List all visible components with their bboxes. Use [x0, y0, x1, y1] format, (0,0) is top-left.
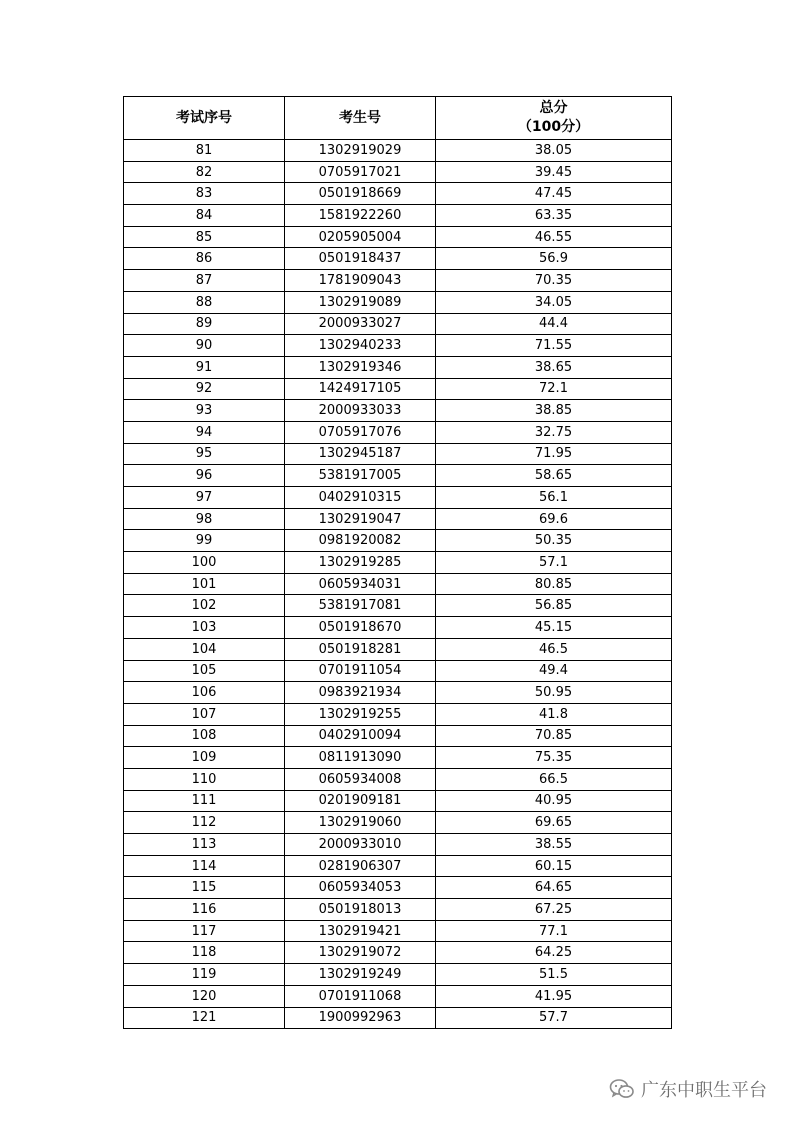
exam-seq-cell: 118	[124, 942, 285, 964]
table-row	[124, 183, 672, 205]
table-row	[124, 335, 672, 357]
table-row	[124, 877, 672, 899]
header-total-max: （100分）	[517, 119, 590, 135]
total-score-cell: 71.95	[436, 443, 672, 465]
candidate-id-cell: 1302919089	[285, 291, 436, 313]
score-table-body	[124, 140, 672, 1029]
header-exam-seq: 考试序号	[124, 97, 285, 140]
candidate-id-cell: 2000933027	[285, 313, 436, 335]
watermark-text: 广东中职生平台	[641, 1080, 767, 1101]
exam-seq-cell: 83	[124, 183, 285, 205]
total-score-cell: 70.85	[436, 725, 672, 747]
candidate-id-cell: 0501918669	[285, 183, 436, 205]
candidate-id-cell: 0705917021	[285, 161, 436, 183]
exam-seq-cell: 114	[124, 855, 285, 877]
table-row	[124, 487, 672, 509]
table-row	[124, 834, 672, 856]
exam-seq-cell: 96	[124, 465, 285, 487]
candidate-id-cell: 1302919029	[285, 140, 436, 162]
exam-seq-cell: 98	[124, 508, 285, 530]
exam-seq-cell: 93	[124, 400, 285, 422]
total-score-cell: 64.65	[436, 877, 672, 899]
total-score-cell: 44.4	[436, 313, 672, 335]
table-row	[124, 161, 672, 183]
table-row	[124, 291, 672, 313]
candidate-id-cell: 0501918281	[285, 638, 436, 660]
table-row	[124, 682, 672, 704]
score-table	[123, 96, 672, 1029]
table-row	[124, 400, 672, 422]
exam-seq-cell: 100	[124, 552, 285, 574]
candidate-id-cell: 0501918670	[285, 617, 436, 639]
exam-seq-cell: 82	[124, 161, 285, 183]
table-row	[124, 1007, 672, 1029]
exam-seq-cell: 110	[124, 768, 285, 790]
exam-seq-cell: 107	[124, 703, 285, 725]
candidate-id-cell: 1302919249	[285, 964, 436, 986]
candidate-id-cell: 1302919421	[285, 920, 436, 942]
total-score-cell: 47.45	[436, 183, 672, 205]
exam-seq-cell: 106	[124, 682, 285, 704]
table-row	[124, 768, 672, 790]
table-row	[124, 421, 672, 443]
exam-seq-cell: 94	[124, 421, 285, 443]
exam-seq-cell: 119	[124, 964, 285, 986]
total-score-cell: 75.35	[436, 747, 672, 769]
header-total-score	[436, 97, 672, 140]
table-row	[124, 378, 672, 400]
candidate-id-cell: 1302919047	[285, 508, 436, 530]
total-score-cell: 66.5	[436, 768, 672, 790]
total-score-cell: 67.25	[436, 899, 672, 921]
exam-seq-cell: 90	[124, 335, 285, 357]
total-score-cell: 72.1	[436, 378, 672, 400]
total-score-cell: 77.1	[436, 920, 672, 942]
total-score-cell: 50.95	[436, 682, 672, 704]
exam-seq-cell: 81	[124, 140, 285, 162]
total-score-cell: 41.95	[436, 985, 672, 1007]
total-score-cell: 39.45	[436, 161, 672, 183]
watermark	[609, 1076, 767, 1102]
table-row	[124, 790, 672, 812]
candidate-id-cell: 0281906307	[285, 855, 436, 877]
candidate-id-cell: 1302919255	[285, 703, 436, 725]
table-row	[124, 595, 672, 617]
total-score-cell: 50.35	[436, 530, 672, 552]
table-row	[124, 248, 672, 270]
candidate-id-cell: 0981920082	[285, 530, 436, 552]
total-score-cell: 38.05	[436, 140, 672, 162]
table-row	[124, 855, 672, 877]
total-score-cell: 38.85	[436, 400, 672, 422]
candidate-id-cell: 1302919072	[285, 942, 436, 964]
table-row	[124, 530, 672, 552]
total-score-cell: 56.1	[436, 487, 672, 509]
total-score-cell: 41.8	[436, 703, 672, 725]
exam-seq-cell: 97	[124, 487, 285, 509]
exam-seq-cell: 102	[124, 595, 285, 617]
candidate-id-cell: 0501918437	[285, 248, 436, 270]
total-score-cell: 58.65	[436, 465, 672, 487]
header-row	[124, 97, 672, 140]
total-score-cell: 38.65	[436, 356, 672, 378]
candidate-id-cell: 2000933010	[285, 834, 436, 856]
total-score-cell: 57.1	[436, 552, 672, 574]
exam-seq-cell: 111	[124, 790, 285, 812]
exam-seq-cell: 108	[124, 725, 285, 747]
table-row	[124, 552, 672, 574]
candidate-id-cell: 5381917081	[285, 595, 436, 617]
total-score-cell: 45.15	[436, 617, 672, 639]
table-row	[124, 985, 672, 1007]
exam-seq-cell: 115	[124, 877, 285, 899]
candidate-id-cell: 0501918013	[285, 899, 436, 921]
table-row	[124, 747, 672, 769]
exam-seq-cell: 105	[124, 660, 285, 682]
candidate-id-cell: 1302919285	[285, 552, 436, 574]
header-candidate-id: 考生号	[285, 97, 436, 140]
table-row	[124, 660, 672, 682]
exam-seq-cell: 112	[124, 812, 285, 834]
exam-seq-cell: 113	[124, 834, 285, 856]
exam-seq-cell: 109	[124, 747, 285, 769]
exam-seq-cell: 86	[124, 248, 285, 270]
total-score-cell: 40.95	[436, 790, 672, 812]
total-score-cell: 60.15	[436, 855, 672, 877]
table-row	[124, 226, 672, 248]
table-row	[124, 617, 672, 639]
candidate-id-cell: 5381917005	[285, 465, 436, 487]
table-row	[124, 573, 672, 595]
total-score-cell: 46.5	[436, 638, 672, 660]
exam-seq-cell: 121	[124, 1007, 285, 1029]
table-row	[124, 508, 672, 530]
table-row	[124, 703, 672, 725]
exam-seq-cell: 91	[124, 356, 285, 378]
table-row	[124, 899, 672, 921]
table-row	[124, 270, 672, 292]
exam-seq-cell: 101	[124, 573, 285, 595]
exam-seq-cell: 103	[124, 617, 285, 639]
exam-seq-cell: 88	[124, 291, 285, 313]
total-score-cell: 38.55	[436, 834, 672, 856]
candidate-id-cell: 1424917105	[285, 378, 436, 400]
exam-seq-cell: 95	[124, 443, 285, 465]
total-score-cell: 56.9	[436, 248, 672, 270]
table-row	[124, 725, 672, 747]
table-row	[124, 313, 672, 335]
wechat-icon	[609, 1078, 635, 1100]
total-score-cell: 69.6	[436, 508, 672, 530]
candidate-id-cell: 0705917076	[285, 421, 436, 443]
candidate-id-cell: 0701911068	[285, 985, 436, 1007]
table-row	[124, 964, 672, 986]
exam-seq-cell: 92	[124, 378, 285, 400]
exam-seq-cell: 116	[124, 899, 285, 921]
total-score-cell: 49.4	[436, 660, 672, 682]
candidate-id-cell: 0605934031	[285, 573, 436, 595]
table-row	[124, 356, 672, 378]
exam-seq-cell: 87	[124, 270, 285, 292]
candidate-id-cell: 0701911054	[285, 660, 436, 682]
candidate-id-cell: 1302945187	[285, 443, 436, 465]
table-row	[124, 465, 672, 487]
exam-seq-cell: 117	[124, 920, 285, 942]
exam-seq-cell: 120	[124, 985, 285, 1007]
table-row	[124, 140, 672, 162]
total-score-cell: 70.35	[436, 270, 672, 292]
candidate-id-cell: 0402910094	[285, 725, 436, 747]
total-score-cell: 46.55	[436, 226, 672, 248]
candidate-id-cell: 0205905004	[285, 226, 436, 248]
candidate-id-cell: 1302919060	[285, 812, 436, 834]
candidate-id-cell: 0605934053	[285, 877, 436, 899]
total-score-cell: 57.7	[436, 1007, 672, 1029]
total-score-cell: 32.75	[436, 421, 672, 443]
total-score-cell: 34.05	[436, 291, 672, 313]
candidate-id-cell: 1781909043	[285, 270, 436, 292]
exam-seq-cell: 84	[124, 205, 285, 227]
exam-seq-cell: 85	[124, 226, 285, 248]
candidate-id-cell: 0605934008	[285, 768, 436, 790]
candidate-id-cell: 0402910315	[285, 487, 436, 509]
total-score-cell: 69.65	[436, 812, 672, 834]
table-row	[124, 205, 672, 227]
exam-seq-cell: 89	[124, 313, 285, 335]
candidate-id-cell: 1302940233	[285, 335, 436, 357]
table-row	[124, 942, 672, 964]
table-row	[124, 638, 672, 660]
candidate-id-cell: 2000933033	[285, 400, 436, 422]
exam-seq-cell: 99	[124, 530, 285, 552]
exam-seq-cell: 104	[124, 638, 285, 660]
table-row	[124, 920, 672, 942]
total-score-cell: 63.35	[436, 205, 672, 227]
candidate-id-cell: 1900992963	[285, 1007, 436, 1029]
total-score-cell: 71.55	[436, 335, 672, 357]
candidate-id-cell: 1581922260	[285, 205, 436, 227]
table-row	[124, 443, 672, 465]
total-score-cell: 80.85	[436, 573, 672, 595]
candidate-id-cell: 0201909181	[285, 790, 436, 812]
table-row	[124, 812, 672, 834]
total-score-cell: 51.5	[436, 964, 672, 986]
candidate-id-cell: 0983921934	[285, 682, 436, 704]
total-score-cell: 56.85	[436, 595, 672, 617]
candidate-id-cell: 1302919346	[285, 356, 436, 378]
total-score-cell: 64.25	[436, 942, 672, 964]
candidate-id-cell: 0811913090	[285, 747, 436, 769]
header-total-label: 总分	[539, 100, 568, 116]
